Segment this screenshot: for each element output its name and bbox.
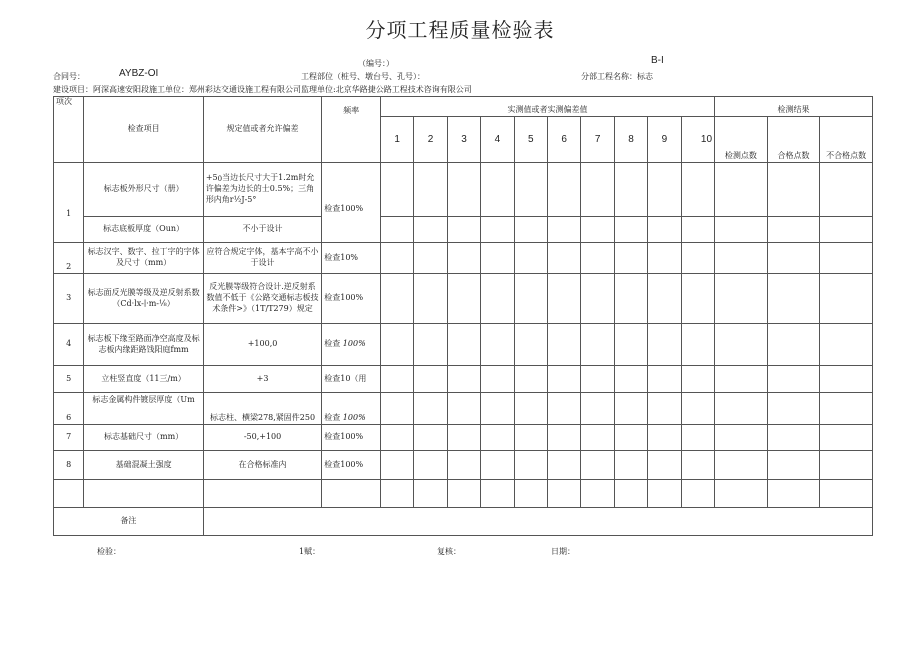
row-frequency: 检查100%: [322, 274, 381, 324]
table-row: [54, 163, 873, 217]
remarks-row: [54, 508, 873, 536]
table-row: [54, 393, 873, 425]
point-number: 2: [414, 117, 447, 163]
point-number: 1: [380, 117, 413, 163]
header-failed-points: 不合格点数: [820, 117, 873, 163]
table-row: [54, 217, 873, 243]
table-row: [54, 274, 873, 324]
row-item: 立柱竖直度（11三/m）: [84, 366, 203, 393]
header-spec: 规定值或者允许偏差: [203, 97, 321, 163]
project-location-label: 工程部位（桩号、墩台号、孔号）：: [301, 72, 425, 81]
contract-label: 合同号：: [53, 72, 85, 81]
row-frequency: 检查10（用: [322, 366, 381, 393]
row-spec: +3: [203, 366, 321, 393]
form-code: B-I: [651, 55, 664, 66]
row-item: 标志底板厚度（Oun）: [84, 217, 203, 243]
point-number: 3: [447, 117, 480, 163]
point-number: 5: [514, 117, 547, 163]
row-seq: 2: [54, 243, 84, 274]
table-row: [54, 243, 873, 274]
point-number: 8: [614, 117, 647, 163]
header-checked-points: 检测点数: [715, 117, 768, 163]
header-result: 检测结果: [715, 97, 873, 117]
form-number-label: （编号：）: [358, 59, 394, 68]
row-spec: 在合格标准内: [203, 451, 321, 480]
row-seq: 5: [54, 366, 84, 393]
row-item: 标志面反光膜等级及逆反射系数（Cd·lx-∣·m-⅛）: [84, 274, 203, 324]
point-number: 4: [481, 117, 514, 163]
table-row: [54, 324, 873, 366]
row-seq: 4: [54, 324, 84, 366]
row-seq: 6: [54, 393, 84, 425]
header-measured: 实测值或者实测偏差值: [380, 97, 714, 117]
row-spec: +100,0: [203, 324, 321, 366]
inspector-label: 检验：: [97, 547, 121, 556]
reviewer-label: 复核：: [437, 547, 461, 556]
header-seq: 项次: [54, 97, 84, 163]
remarks-label: 备注: [54, 508, 204, 536]
page-title: 分项工程质量检验表: [365, 18, 555, 42]
row-seq: 8: [54, 451, 84, 480]
row-item: 标志基础尺寸（mm）: [84, 425, 203, 451]
frequency-label: 检查: [324, 339, 341, 349]
point-number: 9: [648, 117, 681, 163]
row-spec: 不小于设计: [203, 217, 321, 243]
row-frequency: 检查100%: [322, 451, 381, 480]
subproject-name: 分部工程名称：标志: [581, 72, 653, 81]
row-frequency: 检查10%: [322, 243, 381, 274]
table-row: [54, 366, 873, 393]
point-number: 10: [681, 117, 714, 163]
frequency-label: 检查: [324, 413, 341, 423]
header-frequency: 频率: [322, 97, 381, 163]
spec-tolerance: +5: [205, 172, 218, 182]
row-item: 标志板下缘至路面净空高度及标志板内缘距路饯阳庭fmm: [84, 324, 203, 366]
row-spec: 应符合规定字体，基本字高不小于设计: [203, 243, 321, 274]
remarks-content: [203, 508, 872, 536]
row-item: 标志金属构件镀层厚度（Um: [84, 393, 203, 425]
row-item: 标志板外形尺寸（册）: [84, 163, 203, 217]
frequency-value: 100%: [342, 339, 366, 349]
header-item: 检查项目: [84, 97, 203, 163]
spec-subscript: 0: [217, 174, 223, 183]
header-passed-points: 合格点数: [767, 117, 820, 163]
row-spec: 反光膜等级符合设计.逆反射系数值不低于《公路交通标志板技术条件>》（1T/T279）规定: [203, 274, 321, 324]
recorder-label: 1赋：: [299, 547, 321, 556]
row-seq: 1: [54, 163, 84, 243]
row-seq: 7: [54, 425, 84, 451]
date-label: 日期：: [551, 547, 575, 556]
table-row: [54, 451, 873, 480]
point-number: 7: [581, 117, 614, 163]
project-info-line: 建设项目：阿深高速安阳段施工单位：郑州彩达交通设施工程有限公司监理单位:北京华路捷公路工程技术咨询有限公司: [53, 85, 472, 94]
table-row: [54, 425, 873, 451]
row-frequency: [322, 324, 381, 366]
frequency-value: 100%: [342, 413, 366, 423]
row-frequency: [322, 393, 381, 425]
spec-text: 当边长尺寸大于1.2m时允许偏差为边长的士0.5%；三角形内角r½J-5°: [205, 172, 315, 205]
row-item: 标志汉字、数字、拉丁字的字体及尺寸（mm）: [84, 243, 203, 274]
contract-number: AYBZ-OI: [119, 68, 159, 79]
row-item: 基础混凝土强度: [84, 451, 203, 480]
row-spec: 标志柱、横梁278,紧固件250: [203, 393, 321, 425]
point-number: 6: [547, 117, 580, 163]
inspection-table: [53, 96, 873, 536]
table-row-empty: [54, 480, 873, 508]
row-frequency: 检查100%: [322, 425, 381, 451]
row-seq: 3: [54, 274, 84, 324]
row-frequency: 检查100%: [322, 163, 381, 243]
table-header-row: [54, 97, 873, 117]
row-spec: -50,+100: [203, 425, 321, 451]
row-spec: [203, 163, 321, 217]
